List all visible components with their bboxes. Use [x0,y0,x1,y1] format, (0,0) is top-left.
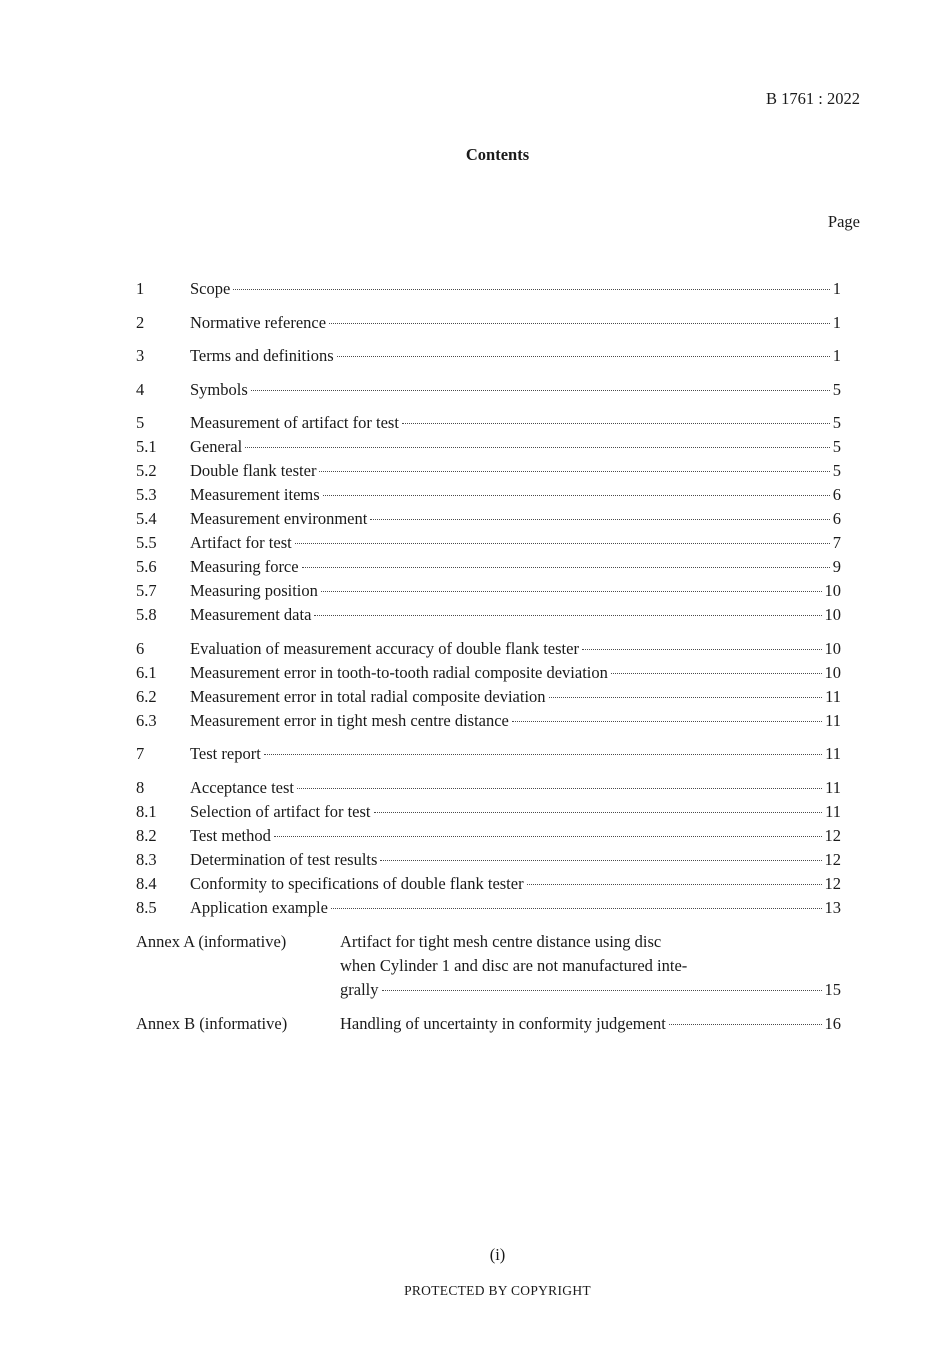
toc-entry-title: Measurement of artifact for test [190,413,399,432]
toc-entry-number: 5.4 [136,509,157,528]
dot-leader [527,884,822,885]
toc-entry[interactable] [136,686,841,710]
toc-entry-number: 2 [136,312,145,332]
toc-entry-title: Test method [190,825,271,845]
dot-leader [233,289,829,290]
dot-leader [331,908,822,909]
dot-leader [323,495,830,496]
toc-entry[interactable] [136,777,841,801]
dot-leader [319,471,829,472]
toc-entry-number: 8.2 [136,825,157,845]
toc-entry-title: Measurement error in total radial composite deviation [190,686,546,706]
toc-entry-number: 4 [136,379,145,399]
dot-leader [382,990,822,991]
toc-entry-title: Measuring force [190,557,299,576]
toc-entry-number: 5.7 [136,581,157,600]
toc-entry-number: 5 [136,413,145,432]
toc-entry[interactable] [136,604,841,628]
toc-entry-title: Test report [190,744,261,763]
toc-entry[interactable] [136,278,841,302]
dot-leader [370,519,829,520]
toc-entry-number: 1 [136,279,145,298]
toc-entry[interactable] [136,460,841,484]
dot-leader [402,423,830,424]
toc-entry-title: Determination of test results [190,849,378,869]
toc-entry-page: 13 [824,897,841,917]
dot-leader [380,860,821,861]
annex-title-line: grally [340,980,379,999]
dot-leader [582,649,822,650]
page-column-label: Page [827,212,860,231]
toc-entry-title: Application example [190,897,328,917]
toc-entry-page: 5 [832,437,841,456]
toc-entry-number: 6 [136,638,145,658]
toc-entry[interactable] [136,412,841,436]
toc-entry-page: 5 [832,461,841,480]
table-of-contents [136,278,841,1036]
toc-entry[interactable] [136,532,841,556]
toc-entry[interactable] [136,379,841,403]
toc-entry-page: 10 [824,662,841,682]
annex-title-line: when Cylinder 1 and disc are not manufactured inte- [340,956,688,975]
toc-entry-title: Measurement error in tooth-to-tooth radial composite deviation [190,662,608,682]
toc-entry[interactable] [136,638,841,662]
toc-entry-number: 6.1 [136,662,157,682]
dot-leader [251,390,830,391]
toc-entry-number: 5.3 [136,485,157,504]
copyright-notice: PROTECTED BY COPYRIGHT [404,1283,591,1298]
toc-entry-page: 5 [832,379,841,399]
dot-leader [669,1024,822,1025]
toc-entry-page: 10 [824,581,841,600]
toc-entry-title: Double flank tester [190,461,317,480]
annex-name: Annex A (informative) [136,932,287,951]
dot-leader [297,788,822,789]
toc-entry-number: 5.6 [136,557,157,576]
dot-leader [549,697,823,698]
dot-leader [264,754,822,755]
toc-entry-number: 5.2 [136,461,157,480]
dot-leader [337,356,830,357]
toc-entry-page: 5 [832,413,841,432]
toc-entry-title: Terms and definitions [190,346,334,365]
toc-entry-title: Artifact for test [190,533,292,552]
toc-entry[interactable] [136,849,841,873]
annex-title-line: Artifact for tight mesh centre distance using disc [340,932,662,951]
toc-entry-title: Conformity to specifications of double flank tester [190,873,524,893]
toc-entry-number: 5.1 [136,437,157,456]
toc-entry-title: General [190,437,243,456]
annex-page: 16 [824,1013,841,1033]
dot-leader [314,615,821,616]
toc-entry-number: 8.3 [136,849,157,869]
dot-leader [512,721,822,722]
toc-entry-page: 11 [825,744,841,763]
dot-leader [274,836,822,837]
toc-entry[interactable] [136,801,841,825]
toc-entry-number: 8.4 [136,873,157,893]
toc-entry-title: Symbols [190,379,248,399]
page-number: (i) [489,1245,506,1264]
toc-entry-page: 10 [824,638,841,658]
toc-entry-number: 3 [136,346,145,365]
toc-annex-b[interactable] [136,1012,841,1036]
toc-entry-number: 8.5 [136,897,157,917]
toc-entry-title: Measurement data [190,605,312,624]
annex-title-line: Handling of uncertainty in conformity judgement [340,1013,666,1033]
dot-leader [321,591,822,592]
toc-entry-number: 5.5 [136,533,157,552]
dot-leader [295,543,830,544]
toc-entry[interactable] [136,436,841,460]
toc-entry-number: 5.8 [136,605,157,624]
toc-entry[interactable] [136,710,841,734]
toc-entry-title: Measurement error in tight mesh centre distance [190,710,509,730]
toc-entry-number: 8.1 [136,801,157,821]
toc-entry-page: 12 [824,873,841,893]
toc-entry-title: Scope [190,279,231,298]
toc-entry[interactable] [136,662,841,686]
toc-entry-page: 11 [825,710,841,730]
dot-leader [302,567,830,568]
toc-entry-page: 12 [824,849,841,869]
toc-entry-page: 1 [832,279,841,298]
dot-leader [611,673,822,674]
toc-entry[interactable] [136,312,841,336]
toc-entry-title: Normative reference [190,312,327,332]
toc-entry-title: Evaluation of measurement accuracy of double flank tester [190,638,579,658]
toc-entry-number: 8 [136,777,145,797]
toc-entry-title: Measurement environment [190,509,368,528]
toc-entry[interactable] [136,556,841,580]
annex-name: Annex B (informative) [136,1013,288,1033]
toc-entry-page: 7 [832,533,841,552]
toc-entry[interactable] [136,508,841,532]
toc-entry-page: 9 [832,557,841,576]
toc-entry[interactable] [136,897,841,921]
toc-entry-page: 10 [824,605,841,624]
dot-leader [245,447,830,448]
dot-leader [329,323,830,324]
dot-leader [374,812,823,813]
toc-entry[interactable] [136,345,841,369]
document-id: B 1761 : 2022 [766,89,860,108]
toc-entry-page: 6 [832,485,841,504]
toc-entry-title: Measurement items [190,485,320,504]
toc-entry-page: 1 [832,346,841,365]
toc-entry[interactable] [136,873,841,897]
toc-entry-page: 1 [832,312,841,332]
toc-entry-number: 7 [136,744,145,763]
toc-entry-number: 6.3 [136,710,157,730]
toc-entry-title: Measuring position [190,581,318,600]
toc-entry-page: 11 [825,686,841,706]
toc-entry[interactable] [136,743,841,767]
toc-entry-number: 6.2 [136,686,157,706]
toc-entry-page: 12 [824,825,841,845]
toc-entry-title: Selection of artifact for test [190,801,371,821]
toc-annex-a[interactable] [136,930,841,1002]
toc-entry[interactable] [136,484,841,508]
page-title: Contents [465,145,530,164]
annex-page: 15 [824,980,841,999]
toc-entry-page: 11 [825,801,841,821]
toc-entry-page: 6 [832,509,841,528]
toc-entry[interactable] [136,580,841,604]
toc-entry-title: Acceptance test [190,777,294,797]
toc-entry-page: 11 [825,777,841,797]
toc-entry[interactable] [136,825,841,849]
